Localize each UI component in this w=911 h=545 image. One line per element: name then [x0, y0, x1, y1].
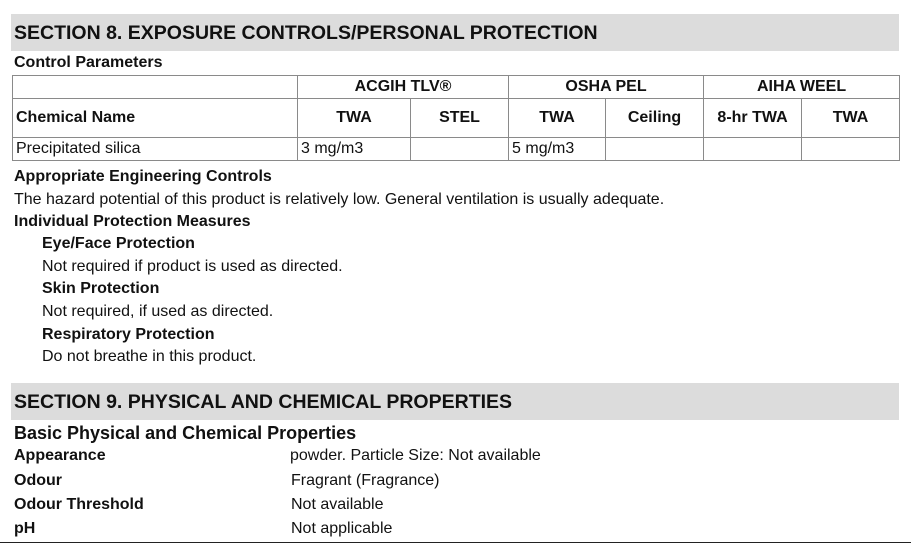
cell-acgih-twa: 3 mg/m3: [298, 138, 411, 161]
property-value-ph: Not applicable: [291, 520, 393, 537]
column-header-acgih-twa: TWA: [298, 99, 411, 138]
control-parameters-label: Control Parameters: [14, 54, 163, 71]
section-8-title: SECTION 8. EXPOSURE CONTROLS/PERSONAL PROTECTION: [14, 22, 598, 44]
column-header-chemical-name: Chemical Name: [13, 99, 298, 138]
column-header-osha-ceiling: Ceiling: [606, 99, 704, 138]
property-label-odour-threshold: Odour Threshold: [14, 496, 144, 513]
section-9-subtitle: Basic Physical and Chemical Properties: [14, 423, 357, 443]
property-label-appearance: Appearance: [14, 447, 106, 464]
engineering-controls-heading: Appropriate Engineering Controls: [14, 168, 272, 185]
section-9-title: SECTION 9. PHYSICAL AND CHEMICAL PROPERTIES: [14, 391, 513, 413]
group-header-aiha: AIHA WEEL: [704, 76, 900, 99]
eye-face-protection-text: Not required if product is used as directed.: [42, 258, 343, 275]
eye-face-protection-heading: Eye/Face Protection: [42, 235, 195, 252]
property-value-odour: Fragrant (Fragrance): [291, 472, 440, 489]
control-parameters-table: [12, 75, 900, 161]
table-row: [13, 138, 900, 161]
table-column-header-row: [13, 99, 900, 138]
cell-osha-twa: 5 mg/m3: [509, 138, 606, 161]
cell-osha-ceiling: [606, 138, 704, 161]
respiratory-protection-heading: Respiratory Protection: [42, 326, 215, 343]
skin-protection-text: Not required, if used as directed.: [42, 303, 274, 320]
individual-protection-heading: Individual Protection Measures: [14, 213, 251, 230]
property-label-odour: Odour: [14, 472, 62, 489]
column-header-aiha-twa: TWA: [802, 99, 900, 138]
group-header-osha: OSHA PEL: [509, 76, 704, 99]
column-header-aiha-8hr-twa: 8-hr TWA: [704, 99, 802, 138]
table-group-header-row: [13, 76, 900, 99]
respiratory-protection-text: Do not breathe in this product.: [42, 348, 257, 365]
cell-aiha-twa: [802, 138, 900, 161]
cell-aiha-8hr-twa: [704, 138, 802, 161]
cell-chemical-name: Precipitated silica: [13, 138, 298, 161]
property-label-ph: pH: [14, 520, 36, 537]
cell-acgih-stel: [411, 138, 509, 161]
skin-protection-heading: Skin Protection: [42, 280, 160, 297]
table-group-header-empty: [13, 76, 298, 99]
group-header-acgih: ACGIH TLV®: [298, 76, 509, 99]
property-value-appearance: powder. Particle Size: Not available: [290, 447, 541, 464]
column-header-acgih-stel: STEL: [411, 99, 509, 138]
column-header-osha-twa: TWA: [509, 99, 606, 138]
engineering-controls-text: The hazard potential of this product is relatively low. General ventilation is usually adequate.: [14, 191, 665, 208]
property-value-odour-threshold: Not available: [291, 496, 384, 513]
bottom-divider: [0, 542, 911, 543]
